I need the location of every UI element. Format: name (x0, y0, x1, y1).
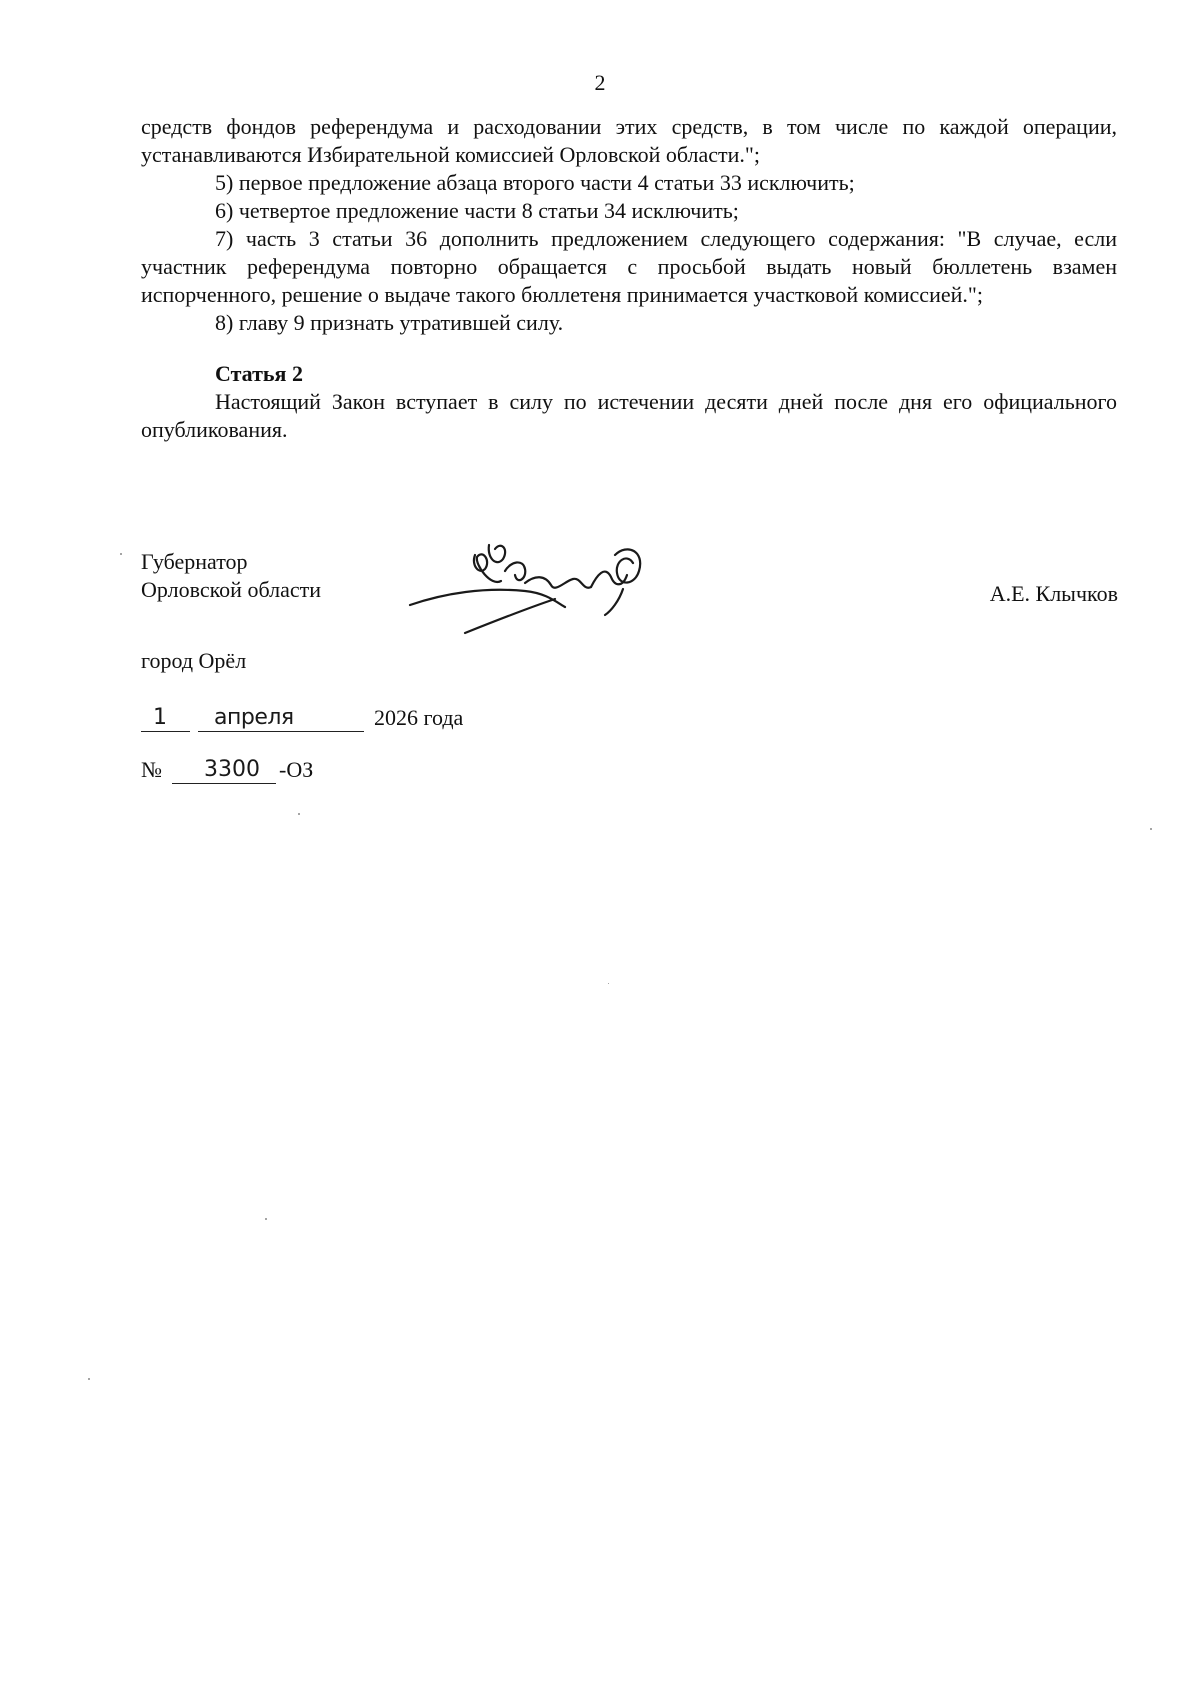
date-line (141, 705, 541, 735)
scan-speck (608, 983, 609, 984)
city: город Орёл (141, 648, 247, 673)
paragraph-item-8: 8) главу 9 признать утратившей силу. (215, 310, 564, 335)
law-number-suffix: -ОЗ (279, 757, 314, 782)
article-heading: Статья 2 (215, 361, 303, 386)
signatory-position-line2: Орловской области (141, 577, 321, 602)
paragraph-item-7: 7) часть 3 статьи 36 дополнить предложением следующего содержания: "В случае, если участник референдума повторно обращается с просьбой выдать новый бюллетень взамен испорченного, решение о выдаче такого бюллетеня принимается участковой комиссией."; (141, 226, 1117, 307)
signatory-name: А.Е. Клычков (989, 581, 1118, 606)
paragraph-item-6: 6) четвертое предложение части 8 статьи 34 исключить; (215, 198, 739, 223)
scan-speck (298, 813, 300, 815)
number-sign: № (141, 757, 162, 782)
scan-speck (88, 1378, 90, 1380)
law-number-value: 3300 (204, 757, 260, 782)
date-year: 2026 года (374, 705, 464, 730)
signatory-position-line1: Губернатор (141, 549, 248, 574)
page-number: 2 (594, 70, 606, 95)
signatory-position (141, 548, 321, 604)
scan-speck (265, 1218, 267, 1220)
article-text: Настоящий Закон вступает в силу по истечении десяти дней после дня его официального опубликования. (141, 389, 1117, 442)
scan-speck (1150, 828, 1152, 830)
date-month: апреля (214, 705, 294, 730)
paragraph-item-5: 5) первое предложение абзаца второго части 4 статьи 33 исключить; (215, 170, 855, 195)
scan-speck (120, 553, 122, 555)
date-day: 1 (153, 705, 167, 730)
document-body (141, 113, 1117, 444)
paragraph-continuation: средств фондов референдума и расходовании этих средств, в том числе по каждой операции, устанавливаются Избирательной комиссией Орловской области."; (141, 114, 1117, 167)
handwritten-signature (405, 535, 665, 640)
law-number-line (141, 757, 441, 787)
